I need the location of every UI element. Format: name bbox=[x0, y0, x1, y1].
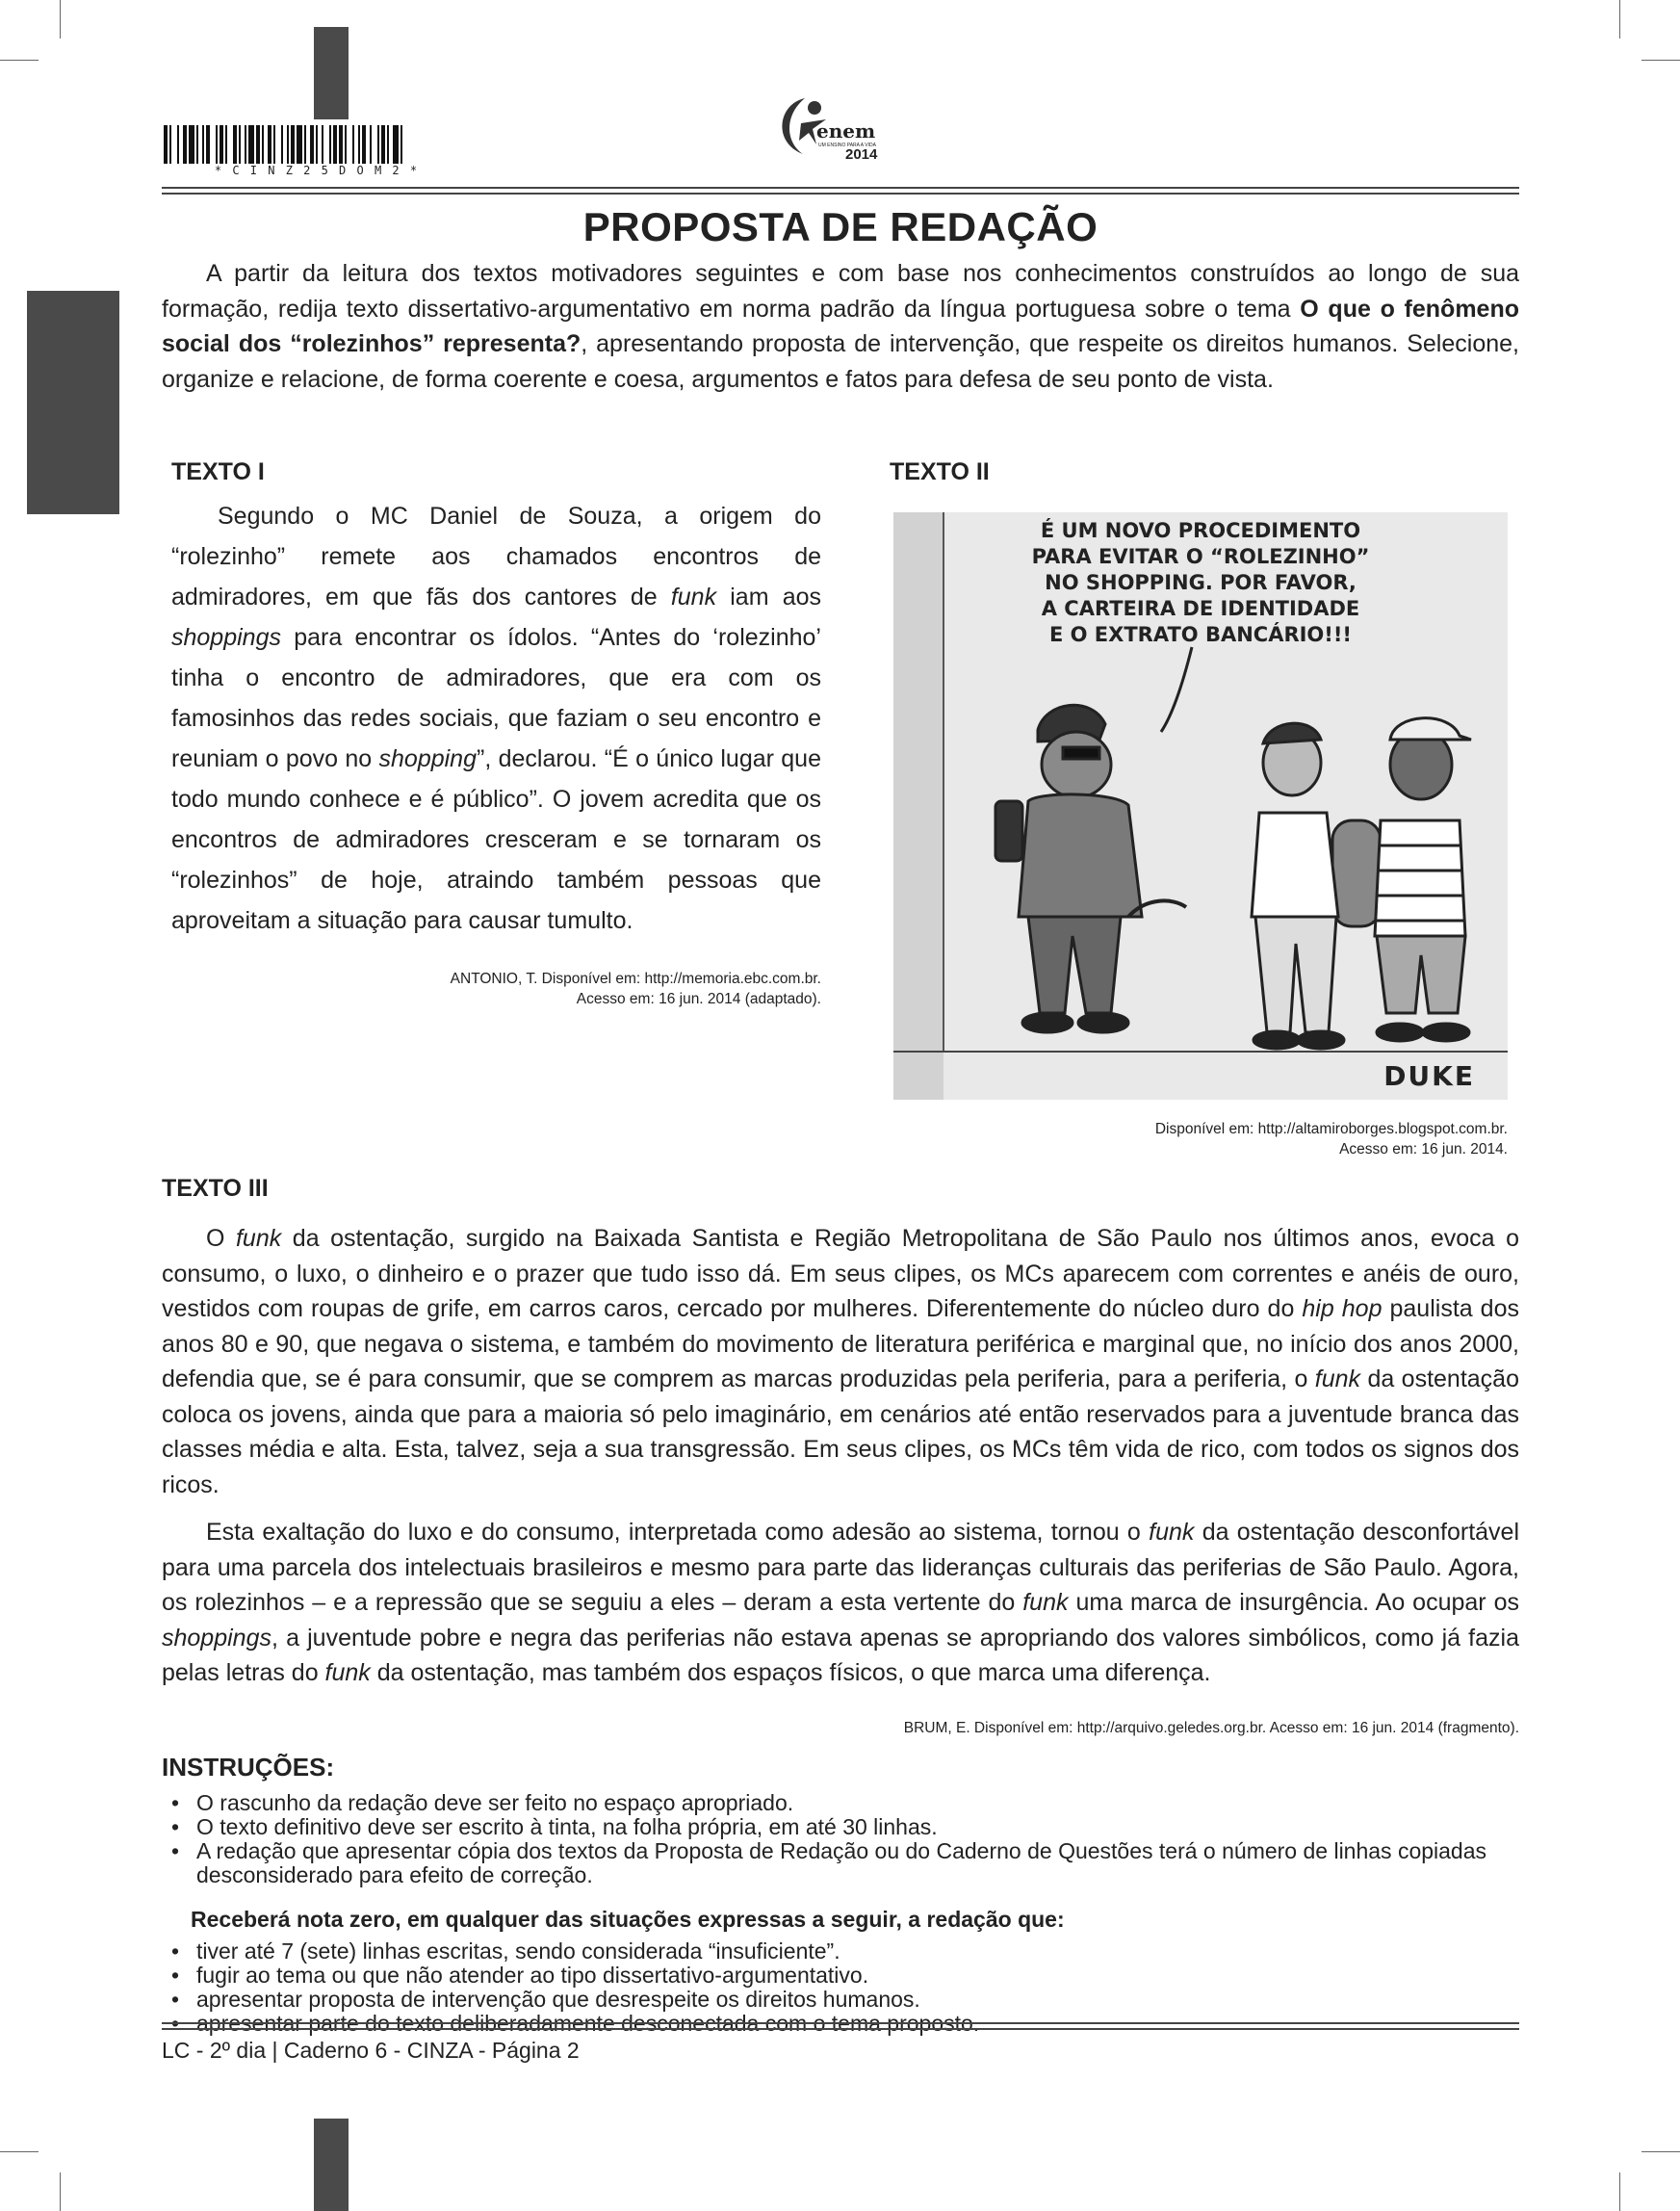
texto1-text: para encontrar os ídolos. “Antes do ‘rolezinho’ tinha o encontro de admiradores, que era com os famosinhos das redes sociais, que faziam o seu encontro e reuniam o povo no bbox=[171, 624, 821, 772]
barcode-bar bbox=[256, 125, 260, 164]
speech-line: É UM NOVO PROCEDIMENTO bbox=[1040, 519, 1361, 542]
barcode-bar bbox=[291, 125, 295, 164]
barcode-bar bbox=[316, 125, 318, 164]
enem-logo bbox=[766, 87, 901, 164]
crop-mark bbox=[1619, 2172, 1620, 2211]
barcode-bar bbox=[281, 125, 283, 164]
barcode-bar bbox=[216, 125, 218, 164]
texto1-italic: shoppings bbox=[171, 624, 281, 651]
zero-grade-heading: Receberá nota zero, em qualquer das situações expressas a seguir, a redação que: bbox=[191, 1907, 1065, 1932]
barcode-bar bbox=[245, 125, 246, 164]
texto3-heading: TEXTO III bbox=[162, 1175, 269, 1202]
texto3-italic: funk bbox=[235, 1225, 282, 1252]
top-rule bbox=[162, 187, 1519, 195]
instructions-heading: INSTRUÇÕES: bbox=[162, 1753, 335, 1782]
logo-tagline: UM ENSINO PARA A VIDA bbox=[818, 143, 876, 148]
barcode-bar bbox=[189, 125, 194, 164]
barcode-bar bbox=[177, 125, 179, 164]
registration-tab bbox=[27, 291, 119, 514]
barcode-bar bbox=[225, 125, 227, 164]
barcode-bar bbox=[387, 125, 389, 164]
cartoon-signature: DUKE bbox=[1383, 1060, 1475, 1092]
texto3-text: da ostentação coloca os jovens, ainda que para a maioria só pelo imaginário, em cenários até então reservados para a juventude branca das classes média e alta. Esta, talvez, seja a sua transgressão. Em seus clipes, os MCs têm vida de rico, com todos os signos dos ricos. bbox=[162, 1366, 1519, 1498]
texto2-source bbox=[893, 1119, 1508, 1159]
crop-mark bbox=[60, 0, 61, 39]
texto3-text: , a juventude pobre e negra das periferias não estava apenas se apropriando dos valores simbólicos, como já fazia pelas letras do bbox=[162, 1624, 1519, 1686]
barcode-bar bbox=[401, 125, 402, 164]
barcode-bar bbox=[339, 125, 343, 164]
barcode-bar bbox=[304, 125, 306, 164]
barcode-bar bbox=[297, 125, 302, 164]
barcode bbox=[164, 125, 470, 164]
barcode-bar bbox=[206, 125, 210, 164]
texto1-italic: funk bbox=[670, 584, 717, 611]
barcode-bar bbox=[358, 125, 360, 164]
texto3-italic: shoppings bbox=[162, 1624, 271, 1652]
bottom-rule bbox=[162, 2022, 1519, 2030]
barcode-bar bbox=[352, 125, 354, 164]
intro-paragraph bbox=[162, 256, 1519, 397]
texto1-text: Segundo o MC Daniel de Souza, a origem do “rolezinho” remete aos chamados encontros de admiradores, em que fãs dos cantores de bbox=[171, 503, 821, 611]
barcode-bar bbox=[370, 125, 372, 164]
list-item: • apresentar parte do texto deliberadamente desconectada com o tema proposto. bbox=[162, 2012, 1519, 2036]
barcode-bar bbox=[345, 125, 347, 164]
source-line: Disponível em: http://altamiroborges.blogspot.com.br. bbox=[1154, 1121, 1508, 1137]
barcode-bar bbox=[183, 125, 187, 164]
barcode-bar bbox=[381, 125, 385, 164]
page-title: PROPOSTA DE REDAÇÃO bbox=[582, 204, 1098, 249]
texto1-text: ”, declarou. “É o único lugar que todo mundo conhece e é público”. O jovem acredita que os encontros de admiradores cresceram e se tornaram os “rolezinhos” de hoje, atraindo também pessoas que aproveitam a situação para causar tumulto. bbox=[171, 745, 821, 934]
list-item: • A redação que apresentar cópia dos textos da Proposta de Redação ou do Caderno de Questões terá o número de linhas copiadas desconsiderado para efeito de correção. bbox=[162, 1839, 1519, 1887]
texto3-italic: funk bbox=[324, 1659, 371, 1686]
texto3-italic: funk bbox=[1149, 1519, 1195, 1546]
texto3-paragraph-2 bbox=[162, 1515, 1519, 1691]
list-item: • tiver até 7 (sete) linhas escritas, sendo considerada “insuficiente”. bbox=[162, 1939, 1519, 1964]
list-item: • apresentar proposta de intervenção que desrespeite os direitos humanos. bbox=[162, 1988, 1519, 2012]
barcode-bar bbox=[220, 125, 223, 164]
list-item: • O texto definitivo deve ser escrito à tinta, na folha própria, em até 30 linhas. bbox=[162, 1815, 1519, 1839]
texto3-italic: hip hop bbox=[1302, 1295, 1383, 1322]
source-line: Acesso em: 16 jun. 2014 (adaptado). bbox=[576, 991, 821, 1007]
zero-grade-list bbox=[162, 1939, 1519, 2036]
texto3-text: uma marca de insurgência. Ao ocupar os bbox=[1068, 1589, 1519, 1616]
list-item: • fugir ao tema ou que não atender ao tipo dissertativo-argumentativo. bbox=[162, 1964, 1519, 1988]
texto1-heading: TEXTO I bbox=[171, 458, 265, 485]
barcode-bar bbox=[164, 125, 168, 164]
barcode-bar bbox=[322, 125, 323, 164]
speech-line: NO SHOPPING. POR FAVOR, bbox=[1045, 571, 1357, 594]
barcode-bar bbox=[273, 125, 275, 164]
registration-tab bbox=[314, 2119, 349, 2211]
barcode-bar bbox=[287, 125, 289, 164]
texto3-text: O bbox=[206, 1225, 236, 1252]
texto3-italic: funk bbox=[1314, 1366, 1361, 1392]
texto3-italic: funk bbox=[1022, 1589, 1069, 1616]
logo-year: 2014 bbox=[845, 146, 878, 163]
barcode-bar bbox=[248, 125, 254, 164]
source-line: ANTONIO, T. Disponível em: http://memoria.ebc.com.br. bbox=[450, 971, 821, 987]
cartoon bbox=[893, 512, 1508, 1100]
texto3-text: da ostentação, mas também dos espaços físicos, o que marca uma diferença. bbox=[370, 1659, 1211, 1686]
barcode-bar bbox=[310, 125, 314, 164]
texto2-heading: TEXTO II bbox=[890, 458, 990, 485]
texto1-text: iam aos bbox=[716, 584, 822, 611]
list-item: • O rascunho da redação deve ser feito no espaço apropriado. bbox=[162, 1791, 1519, 1815]
instructions-list bbox=[162, 1791, 1519, 1887]
intro-text: A partir da leitura dos textos motivadores seguintes e com base nos conhecimentos construídos ao longo de sua formação, redija texto dissertativo-argumentativo em norma padrão da língua portuguesa sobre o tema bbox=[162, 260, 1519, 323]
texto3-text: da ostentação desconfortável para uma parcela dos intelectuais brasileiros e mesmo para parte das lideranças culturais das periferias de São Paulo. Agora, os rolezinhos – e a repressão que se seguiu a eles – deram a esta vertente do bbox=[162, 1519, 1519, 1616]
speech-line: PARA EVITAR O “ROLEZINHO” bbox=[1031, 545, 1370, 568]
crop-mark bbox=[60, 2172, 61, 2211]
crop-mark bbox=[0, 60, 39, 61]
texto3-paragraph-1 bbox=[162, 1221, 1519, 1502]
texto1-body bbox=[171, 496, 821, 941]
speech-bubble bbox=[893, 512, 1508, 648]
texto3-text: da ostentação, surgido na Baixada Santista e Região Metropolitana de São Paulo nos últimos anos, evoca o consumo, o luxo, o dinheiro e o prazer que tudo isso dá. Em seus clipes, os MCs aparecem com correntes e anéis de ouro, vestidos com roupas de grife, em carros caros, cercado por mulheres. Diferentemente do núcleo duro do bbox=[162, 1225, 1519, 1322]
barcode-bar bbox=[329, 125, 331, 164]
crop-mark bbox=[1619, 0, 1620, 39]
barcode-bar bbox=[377, 125, 379, 164]
barcode-bar bbox=[333, 125, 337, 164]
barcode-bar bbox=[239, 125, 241, 164]
barcode-bar bbox=[393, 125, 399, 164]
registration-tab bbox=[314, 27, 349, 119]
speech-line: A CARTEIRA DE IDENTIDADE bbox=[1041, 597, 1360, 620]
crop-mark bbox=[1641, 60, 1680, 61]
texto3-source: BRUM, E. Disponível em: http://arquivo.geledes.org.br. Acesso em: 16 jun. 2014 (fragmento). bbox=[903, 1720, 1519, 1736]
intro-text: , apresentando proposta de intervenção, que respeite os direitos humanos. Selecione, organize e relacione, de forma coerente e coesa, argumentos e fatos para defesa de seu ponto de vista. bbox=[162, 330, 1519, 393]
barcode-bar bbox=[262, 125, 264, 164]
barcode-bars bbox=[164, 125, 470, 164]
barcode-bar bbox=[196, 125, 198, 164]
source-line: Acesso em: 16 jun. 2014. bbox=[1339, 1141, 1508, 1158]
texto1-italic: shopping bbox=[378, 745, 477, 772]
texto3-text: Esta exaltação do luxo e do consumo, interpretada como adesão ao sistema, tornou o bbox=[206, 1519, 1150, 1546]
barcode-bar bbox=[268, 125, 271, 164]
barcode-text: * C I N Z 2 5 D O M 2 * bbox=[214, 164, 420, 177]
barcode-bar bbox=[169, 125, 171, 164]
barcode-bar bbox=[202, 125, 204, 164]
barcode-bar bbox=[362, 125, 366, 164]
texto3-text: paulista dos anos 80 e 90, que negava o sistema, e também do movimento de literatura periférica e marginal que, no início dos anos 2000, defendia que, se é para consumir, que se comprem as marcas produzidas pela periferia, para a periferia, o bbox=[162, 1295, 1519, 1392]
speech-line: E O EXTRATO BANCÁRIO!!! bbox=[1048, 623, 1353, 646]
theme-text: O que o fenômeno social dos “rolezinhos” representa? bbox=[162, 295, 1519, 357]
crop-mark bbox=[1641, 2151, 1680, 2152]
logo-wordmark: enem bbox=[816, 119, 876, 143]
texto1-source bbox=[171, 969, 821, 1009]
barcode-bar bbox=[233, 125, 237, 164]
page-footer: LC - 2º dia | Caderno 6 - CINZA - Página 2 bbox=[162, 2038, 580, 2063]
crop-mark bbox=[0, 2151, 39, 2152]
